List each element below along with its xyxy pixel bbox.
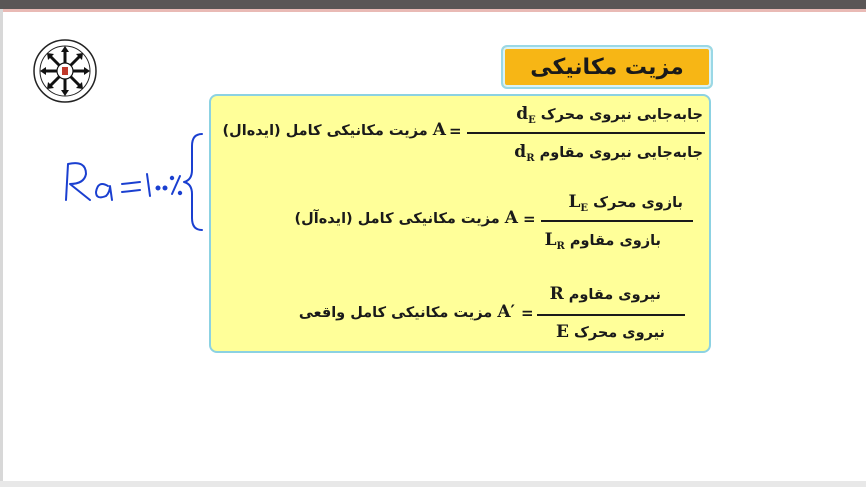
formula-1-fraction-bar — [467, 132, 705, 134]
formula-2-symbol: A — [504, 208, 518, 228]
formula-2-den-text: بازوی مقاوم — [569, 233, 661, 249]
formula-2-num-letter: L — [568, 192, 581, 212]
formula-2-fraction-bar — [541, 220, 693, 222]
formula-3-label: مزیت مکانیکی کامل واقعی — [298, 305, 493, 321]
handwritten-annotation — [56, 100, 216, 240]
formula-3-fraction-bar — [537, 314, 685, 316]
university-seal-logo — [32, 38, 98, 104]
formula-2-num-text: بازوی محرک — [593, 195, 683, 211]
formula-2-denominator — [545, 230, 661, 252]
formula-3-lhs — [299, 302, 515, 322]
formula-2-den-sub: R — [556, 241, 565, 252]
formula-1-den-sub: R — [526, 153, 535, 164]
formula-2-equals: = — [523, 210, 536, 228]
formula-2-lhs — [295, 208, 518, 228]
formula-2-num-symbol — [568, 192, 588, 212]
formula-1-num-symbol — [516, 104, 536, 124]
formula-1-numerator — [516, 104, 703, 126]
formula-2-numerator — [568, 192, 683, 214]
formula-1-den-symbol — [514, 142, 534, 162]
formula-3-symbol: A′ — [497, 302, 515, 322]
formula-3-num-symbol: R — [549, 284, 564, 304]
left-frame-edge — [0, 9, 3, 481]
formula-panel — [209, 94, 711, 353]
formula-3-numerator — [550, 284, 661, 304]
top-frame-accent — [0, 9, 866, 12]
formula-1-num-text: جابه‌جایی نیروی محرک — [540, 107, 703, 123]
formula-1-den-letter: d — [514, 142, 527, 162]
formula-1-denominator — [514, 142, 703, 164]
formula-3-den-text: نیروی محرک — [573, 325, 665, 341]
formula-3-num-text: نیروی مقاوم — [568, 287, 661, 303]
formula-1-label: مزیت مکانیکی کامل (ایده‌ال) — [222, 123, 428, 139]
formula-3-denominator — [556, 322, 665, 342]
formula-2-den-letter: L — [544, 230, 557, 250]
formula-1-num-sub: E — [528, 115, 536, 126]
formula-3-equals: = — [521, 304, 534, 322]
top-frame-bar — [0, 0, 866, 9]
formula-2-num-sub: E — [580, 203, 589, 214]
formula-1-lhs — [223, 120, 446, 140]
bottom-frame-bar — [0, 481, 866, 487]
formula-1-num-letter: d — [516, 104, 529, 124]
formula-2-label: مزیت مکانیکی کامل (ایده‌آل) — [294, 211, 500, 227]
formula-1-symbol: A — [432, 120, 446, 140]
formula-1-den-text: جابه‌جایی نیروی مقاوم — [539, 145, 703, 161]
formula-3-den-symbol: E — [555, 322, 569, 342]
slide-title: مزیت مکانیکی — [501, 45, 713, 89]
formula-2-den-symbol — [545, 230, 565, 250]
formula-1-equals: = — [449, 122, 462, 140]
